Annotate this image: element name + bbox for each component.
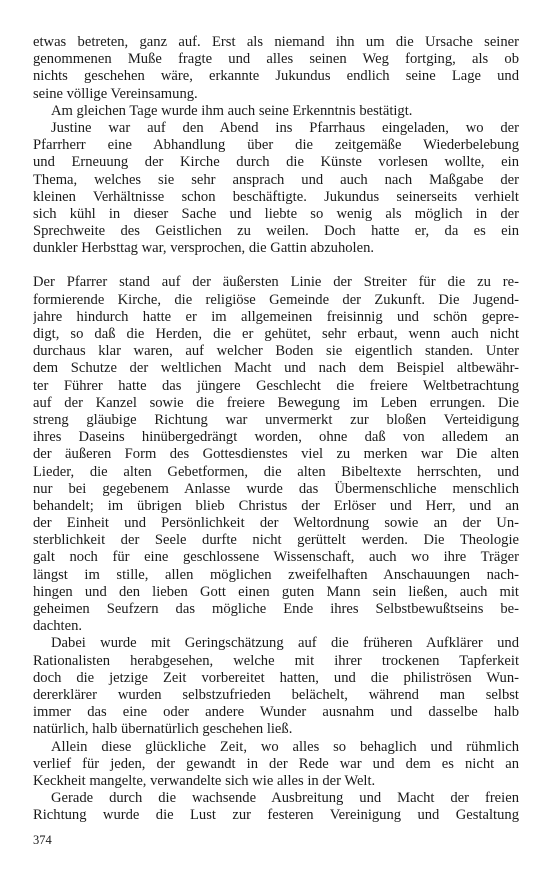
text-line: dachten. (33, 618, 83, 635)
text-line: hingen und den lieben Gott einen guten Mann sein ließen, auch mit (33, 583, 519, 600)
text-line: natürlich, halb übernatürlich geschehen ließ. (33, 721, 293, 738)
text-line: Sprechweite des Geistlichen zu weilen. Doch hatte er, da es ein (33, 223, 519, 240)
text-line: seine völlige Vereinsamung. (33, 85, 198, 102)
text-line: Der Pfarrer stand auf der äußersten Linie der Streiter für die zu re- (33, 274, 519, 291)
text-line: Dabei wurde mit Geringschätzung auf die früheren Aufklärer und (51, 635, 519, 652)
text-line: sich kühl in dieser Sache und liebte so wenig als möglich in der (33, 205, 519, 222)
text-line: kleinen Verhältnisse schon beschäftigte. Jukundus seinerseits verhielt (33, 188, 519, 205)
text-line: genommenen Muße fragte und alles seinen Weg fortging, als ob (33, 51, 519, 68)
text-line: und Erneuung der Kirche durch die Künste vorlesen wollte, ein (33, 154, 519, 171)
text-line: streng gläubige Richtung war unvermerkt zur bloßen Verteidigung (33, 411, 519, 428)
text-line: nur bei gegebenem Anlasse wurde das Übermenschliche menschlich (33, 480, 519, 497)
text-line: Rationalisten herabgesehen, welche mit ihrer trockenen Tapferkeit (33, 652, 519, 669)
text-line: längst im stille, allen möglichen zweifelhaften Anschauungen nach- (33, 566, 519, 583)
text-line: nichts geschehen wäre, erkannte Jukundus endlich seine Lage und (33, 68, 519, 85)
page-body (33, 34, 519, 824)
text-line: Pfarrherr eine Abhandlung über die zeitgemäße Wiederbelebung (33, 137, 519, 154)
text-line: formierende Kirche, die religiöse Gemeinde der Zukunft. Die Jugend- (33, 291, 519, 308)
text-line: auf der Kanzel sowie die freiere Bewegung im Leben errungen. Die (33, 394, 519, 411)
text-line: ter Führer hatte das jüngere Geschlecht die freiere Weltbetrachtung (33, 377, 519, 394)
page-number: 374 (33, 833, 52, 847)
text-line: Lieder, die alten Gebetformen, die alten Bibeltexte herrschten, und (33, 463, 519, 480)
text-line: sterblichkeit der Seele durfte nicht gerüttelt werden. Die Theologie (33, 532, 519, 549)
text-section-1 (33, 34, 519, 257)
text-line: verlief für jeden, der gewandt in der Rede war und dem es nicht an (33, 755, 519, 772)
text-line: etwas betreten, ganz auf. Erst als niemand ihn um die Ursache seiner (33, 34, 519, 50)
text-line: jahre hindurch hatte er im allgemeinen freisinnig und schön gepre- (33, 308, 519, 325)
text-line: geheimen Seufzern das mögliche Ende ihres Selbstbewußtseins be- (33, 601, 519, 617)
text-section-2 (33, 274, 519, 824)
text-line: ihres Daseins hinübergedrängt worden, ohne daß von alledem an (33, 429, 519, 446)
text-line: behandelt; im übrigen blieb Christus der Erlöser und Herr, und an (33, 497, 519, 514)
text-line: Richtung wurde die Lust zur festeren Vereinigung und Gestaltung (33, 807, 519, 824)
text-line: dererklärer wurden selbstzufrieden belächelt, während man selbst (33, 686, 519, 703)
text-line: Thema, welches sie sehr ansprach und auch nach Maßgabe der (33, 171, 519, 188)
text-line: galt noch für eine geschlossene Wissenschaft, auch wo ihre Träger (33, 549, 519, 566)
text-line: Gerade durch die wachsende Ausbreitung und Macht der freien (51, 790, 519, 807)
text-line: doch die jetzige Zeit vorbereitet hatten, und die philiströsen Wun- (33, 669, 519, 686)
text-line: durchaus klar waren, auf welcher Boden sie eigentlich standen. Unter (33, 343, 519, 360)
text-line: dem Schutze der weltlichen Macht und nach dem Beispiel altbewähr- (33, 360, 519, 377)
text-line: Keckheit mangelte, verwandelte sich wie alles in der Welt. (33, 772, 376, 789)
text-line: Am gleichen Tage wurde ihm auch seine Erkenntnis bestätigt. (51, 102, 413, 119)
text-line: immer das eine oder andere Wunder ausnahm und dasselbe halb (33, 704, 519, 721)
text-line: dunkler Herbsttag war, versprochen, die Gattin abzuholen. (33, 240, 375, 257)
text-line: digt, so daß die Herden, die er gehütet, sehr erbaut, wenn auch nicht (33, 326, 519, 342)
section-gap (33, 257, 519, 274)
text-line: Allein diese glückliche Zeit, wo alles so behaglich und rühmlich (51, 738, 519, 755)
text-line: Justine war auf den Abend ins Pfarrhaus eingeladen, wo der (51, 119, 519, 136)
text-line: der Einheit und Persönlichkeit der Weltordnung sowie an der Un- (33, 515, 519, 532)
text-line: der äußeren Form des Gottesdienstes viel zu merken war Die alten (33, 446, 519, 463)
